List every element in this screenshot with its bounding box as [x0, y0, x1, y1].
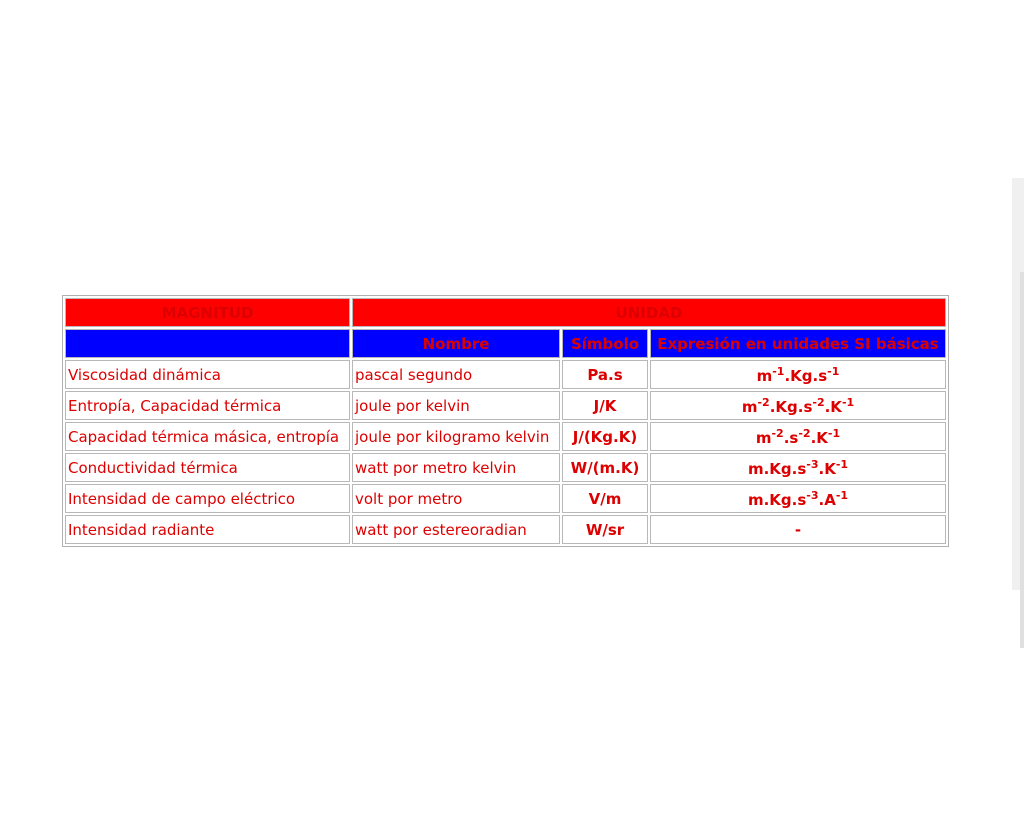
unit-base: .Kg.s — [784, 366, 828, 385]
expresion-cell — [650, 484, 946, 513]
unit-exponent: -1 — [835, 488, 849, 502]
magnitud-cell: Intensidad radiante — [65, 515, 350, 544]
unit-exponent: -3 — [806, 457, 819, 471]
unit-base: - — [794, 520, 802, 539]
table-row — [65, 515, 946, 544]
header-row-main — [65, 298, 946, 327]
table-row — [65, 360, 946, 389]
unit-exponent: -1 — [827, 364, 840, 378]
expresion-cell — [650, 360, 946, 389]
simbolo-cell: Pa.s — [562, 360, 648, 389]
header-row-sub — [65, 329, 946, 358]
simbolo-cell: J/K — [562, 391, 648, 420]
unit-base: .s — [783, 428, 799, 447]
expresion-cell — [650, 422, 946, 451]
header-nombre: Nombre — [352, 329, 560, 358]
unit-exponent: -1 — [835, 457, 849, 471]
magnitud-cell: Intensidad de campo eléctrico — [65, 484, 350, 513]
unit-base: .K — [824, 397, 842, 416]
unit-exponent: -1 — [827, 426, 841, 440]
unit-exponent: -2 — [757, 395, 770, 409]
header-magnitud-blank — [65, 329, 350, 358]
unit-base: m — [756, 366, 773, 385]
magnitud-cell: Entropía, Capacidad térmica — [65, 391, 350, 420]
unit-base: .K — [818, 459, 836, 478]
magnitud-cell: Conductividad térmica — [65, 453, 350, 482]
unit-base: .A — [818, 490, 836, 509]
table-row — [65, 484, 946, 513]
header-unidad: UNIDAD — [352, 298, 946, 327]
nombre-cell: volt por metro — [352, 484, 560, 513]
si-units-table — [62, 295, 949, 547]
unit-exponent: -3 — [806, 488, 819, 502]
simbolo-cell: W/(m.K) — [562, 453, 648, 482]
unit-exponent: -2 — [798, 426, 811, 440]
expresion-cell — [650, 391, 946, 420]
nombre-cell: watt por estereoradian — [352, 515, 560, 544]
nombre-cell: watt por metro kelvin — [352, 453, 560, 482]
table-row — [65, 391, 946, 420]
unit-exponent: -1 — [772, 364, 785, 378]
unit-base: m.Kg.s — [747, 490, 807, 509]
expresion-cell — [650, 453, 946, 482]
magnitud-cell: Capacidad térmica másica, entropía — [65, 422, 350, 451]
unit-base: .K — [810, 428, 828, 447]
unit-base: m — [741, 397, 758, 416]
nombre-cell: joule por kelvin — [352, 391, 560, 420]
nombre-cell: joule por kilogramo kelvin — [352, 422, 560, 451]
header-expresion: Expresión en unidades SI básicas — [650, 329, 946, 358]
header-magnitud: MAGNITUD — [65, 298, 350, 327]
unit-exponent: -2 — [812, 395, 825, 409]
unit-base: m — [755, 428, 772, 447]
simbolo-cell: V/m — [562, 484, 648, 513]
header-simbolo: Símbolo — [562, 329, 648, 358]
table-row — [65, 453, 946, 482]
unit-base: .Kg.s — [769, 397, 813, 416]
unit-base: m.Kg.s — [747, 459, 807, 478]
expresion-cell — [650, 515, 946, 544]
table-row — [65, 422, 946, 451]
simbolo-cell: W/sr — [562, 515, 648, 544]
nombre-cell: pascal segundo — [352, 360, 560, 389]
unit-exponent: -1 — [841, 395, 855, 409]
magnitud-cell: Viscosidad dinámica — [65, 360, 350, 389]
simbolo-cell: J/(Kg.K) — [562, 422, 648, 451]
scrollbar-thumb[interactable] — [1020, 272, 1024, 648]
unit-exponent: -2 — [771, 426, 784, 440]
